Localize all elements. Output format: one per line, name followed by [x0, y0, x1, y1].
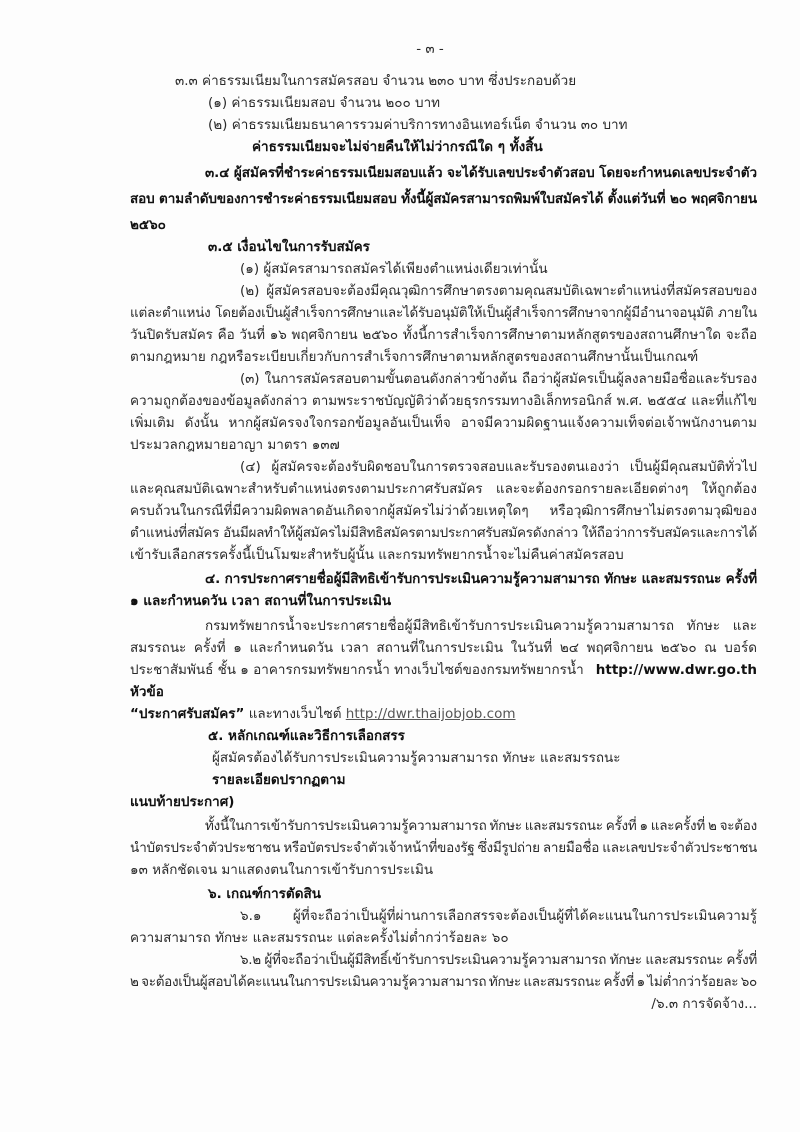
announcement-topic: “ประกาศรับสมัคร”	[130, 706, 245, 722]
section-5-heading: ๕. หลักเกณฑ์และวิธีการเลือกสรร	[208, 728, 405, 744]
paragraph-line: ความถูกต้องของข้อมูลดังกล่าว ตามพระราชบัญญัติว่าด้วยธุรกรรมทางอิเล็กทรอนิกส์ พ.ศ. ๒๕๕๔ และที่แก้ไข	[130, 393, 757, 409]
page-number: - ๓ -	[416, 41, 444, 57]
fee-item-2: (๒) ค่าธรรมเนียมธนาคารรวมค่าบริการทางอินเทอร์เน็ต จำนวน ๓๐ บาท	[208, 117, 628, 133]
paragraph-line	[130, 703, 757, 725]
topic-label: หัวข้อ	[130, 684, 164, 700]
paragraph-line: ๑๓ หลักชัดเจน มาแสดงตนในการเข้ารับการประเมิน	[130, 862, 434, 878]
paragraph-line: ความสามารถ ทักษะ และสมรรถนะ แต่ละครั้งไม่ต่ำกว่าร้อยละ ๖๐	[130, 930, 509, 946]
continued-note: /๖.๓ การจัดจ้าง...	[651, 996, 757, 1012]
paragraph-text: และทางเว็บไซต์	[248, 706, 342, 722]
paragraph-line: ครบถ้วนในกรณีที่มีความผิดพลาดอันเกิดจากผู้สมัครไม่ว่าด้วยเหตุใดๆ หรือวุฒิการศึกษาไม่ตรงตามวุฒิของ	[130, 503, 757, 519]
paragraph-text: ผู้สมัครต้องได้รับการประเมินความรู้ความสามารถ ทักษะ และสมรรถนะ	[212, 750, 621, 766]
paragraph-line: ๒๕๖๐	[130, 217, 166, 233]
section-4-heading: ๔. การประกาศรายชื่อผู้มีสิทธิเข้ารับการประเมินความรู้ความสามารถ ทักษะ และสมรรถนะ ครั้งที่	[205, 571, 757, 587]
paragraph-line: และคุณสมบัติเฉพาะสำหรับตำแหน่งตรงตามประกาศรับสมัคร และจะต้องกรอกรายละเอียดต่างๆ ให้ถูกต้อง	[130, 481, 757, 497]
paragraph-line: ๒ จะต้องเป็นผู้สอบได้คะแนนในการประเมินความรู้ความสามารถ ทักษะ และสมรรถนะ ครั้งที่ ๑ ไม่ต่ำกว่าร้อยละ ๖๐	[130, 974, 757, 990]
paragraph-line: กรมทรัพยากรน้ำจะประกาศรายชื่อผู้มีสิทธิเข้ารับการประเมินความรู้ความสามารถ ทักษะ และ	[205, 618, 757, 634]
fee-nonrefund-note: ค่าธรรมเนียมจะไม่จ่ายคืนให้ไม่ว่ากรณีใด ๆ ทั้งสิ้น	[252, 139, 543, 155]
condition-1: (๑) ผู้สมัครสามารถสมัครได้เพียงตำแหน่งเดียวเท่านั้น	[240, 261, 548, 277]
paragraph-line: นำบัตรประจำตัวประชาชน หรือบัตรประจำตัวเจ้าหน้าที่ของรัฐ ซึ่งมีรูปถ่าย ลายมือชื่อ และเลขประจำตัวประชาชน	[130, 840, 757, 856]
criterion-6-1: ๖.๑ ผู้ที่จะถือว่าเป็นผู้ที่ผ่านการเลือกสรรจะต้องเป็นผู้ที่ได้คะแนนในการประเมินความรู้	[240, 908, 757, 924]
condition-2: (๒) ผู้สมัครสอบจะต้องมีคุณวุฒิการศึกษาตรงตามคุณสมบัติเฉพาะตำแหน่งที่สมัครสอบของ	[240, 283, 757, 299]
paragraph-line: สมรรถนะ ครั้งที่ ๑ และกำหนดวัน เวลา สถานที่ในการประเมิน ในวันที่ ๒๔ พฤศจิกายน ๒๕๖๐ ณ บอร์ด	[130, 640, 757, 656]
paragraph-line: ตามกฎหมาย กฎหรือระเบียบเกี่ยวกับการสำเร็จการศึกษาตามหลักสูตรของสถานศึกษานั้นเป็นเกณฑ์	[130, 349, 699, 365]
paragraph-line: ตำแหน่งที่สมัคร อันมีผลทำให้ผู้สมัครไม่มีสิทธิสมัครตามประกาศรับสมัครดังกล่าว ให้ถือว่าการรับสมัครและการได้	[130, 525, 757, 541]
paragraph-line	[130, 659, 757, 703]
paragraph-line: เพิ่มเติม ดังนั้น หากผู้สมัครจงใจกรอกข้อมูลอันเป็นเท็จ อาจมีความผิดฐานแจ้งความเท็จต่อเจ้าพนักงานตาม	[130, 415, 757, 431]
paragraph-line: แนบท้ายประกาศ)	[130, 794, 235, 810]
paragraph-line: ทั้งนี้ในการเข้ารับการประเมินความรู้ความสามารถ ทักษะ และสมรรถนะ ครั้งที่ ๑ และครั้งที่ ๒ จะต้อง	[205, 818, 757, 834]
paragraph-line: ประมวลกฎหมายอาญา มาตรา ๑๓๗	[130, 437, 340, 453]
details-note: รายละเอียดปรากฏตาม	[212, 772, 346, 788]
fee-item-1: (๑) ค่าธรรมเนียมสอบ จำนวน ๒๐๐ บาท	[208, 95, 441, 111]
paragraph-line: แต่ละตำแหน่ง โดยต้องเป็นผู้สำเร็จการศึกษาและได้รับอนุมัติให้เป็นผู้สำเร็จการศึกษาจากผู้มีอำนาจอนุมัติ ภายใน	[130, 305, 757, 321]
dwr-url[interactable]: http://www.dwr.go.th	[595, 662, 757, 678]
section-3-4: ๓.๔ ผู้สมัครที่ชำระค่าธรรมเนียมสอบแล้ว จะได้รับเลขประจำตัวสอบ โดยจะกำหนดเลขประจำตัว	[205, 165, 757, 181]
condition-3: (๓) ในการสมัครสอบตามขั้นตอนดังกล่าวข้างต้น ถือว่าผู้สมัครเป็นผู้ลงลายมือชื่อและรับรอง	[240, 371, 757, 387]
criterion-6-2: ๖.๒ ผู้ที่จะถือว่าเป็นผู้มีสิทธิ์เข้ารับการประเมินความรู้ความสามารถ ทักษะ และสมรรถนะ ครั้งที่	[240, 952, 757, 968]
condition-4: (๔) ผู้สมัครจะต้องรับผิดชอบในการตรวจสอบและรับรองตนเองว่า เป็นผู้มีคุณสมบัติทั่วไป	[240, 459, 757, 475]
section-3-5-heading: ๓.๕ เงื่อนไขในการรับสมัคร	[208, 239, 370, 255]
section-6-heading: ๖. เกณฑ์การตัดสิน	[208, 886, 321, 902]
paragraph-line: วันปิดรับสมัคร คือ วันที่ ๑๖ พฤศจิกายน ๒๕๖๐ ทั้งนี้การสำเร็จการศึกษาตามหลักสูตรของสถานศึกษาใด จะถือ	[130, 327, 757, 343]
paragraph-text: ประชาสัมพันธ์ ชั้น ๑ อาคารกรมทรัพยากรน้ำ ทางเว็บไซต์ของกรมทรัพยากรน้ำ	[130, 662, 584, 678]
paragraph-line: เข้ารับเลือกสรรครั้งนี้เป็นโมฆะสำหรับผู้นั้น และกรมทรัพยากรน้ำจะไม่คืนค่าสมัครสอบ	[130, 547, 624, 563]
paragraph-line: สอบ ตามลำดับของการชำระค่าธรรมเนียมสอบ ทั้งนี้ผู้สมัครสามารถพิมพ์ใบสมัครได้ ตั้งแต่วันที่ ๒๐ พฤศจิกายน	[130, 191, 757, 207]
thaijobjob-link[interactable]: http://dwr.thaijobjob.com	[345, 706, 516, 722]
section-3-3: ๓.๓ ค่าธรรมเนียมในการสมัครสอบ จำนวน ๒๓๐ บาท ซึ่งประกอบด้วย	[175, 73, 577, 89]
section-4-heading-cont: ๑ และกำหนดวัน เวลา สถานที่ในการประเมิน	[130, 593, 392, 609]
paragraph-line	[212, 747, 757, 791]
